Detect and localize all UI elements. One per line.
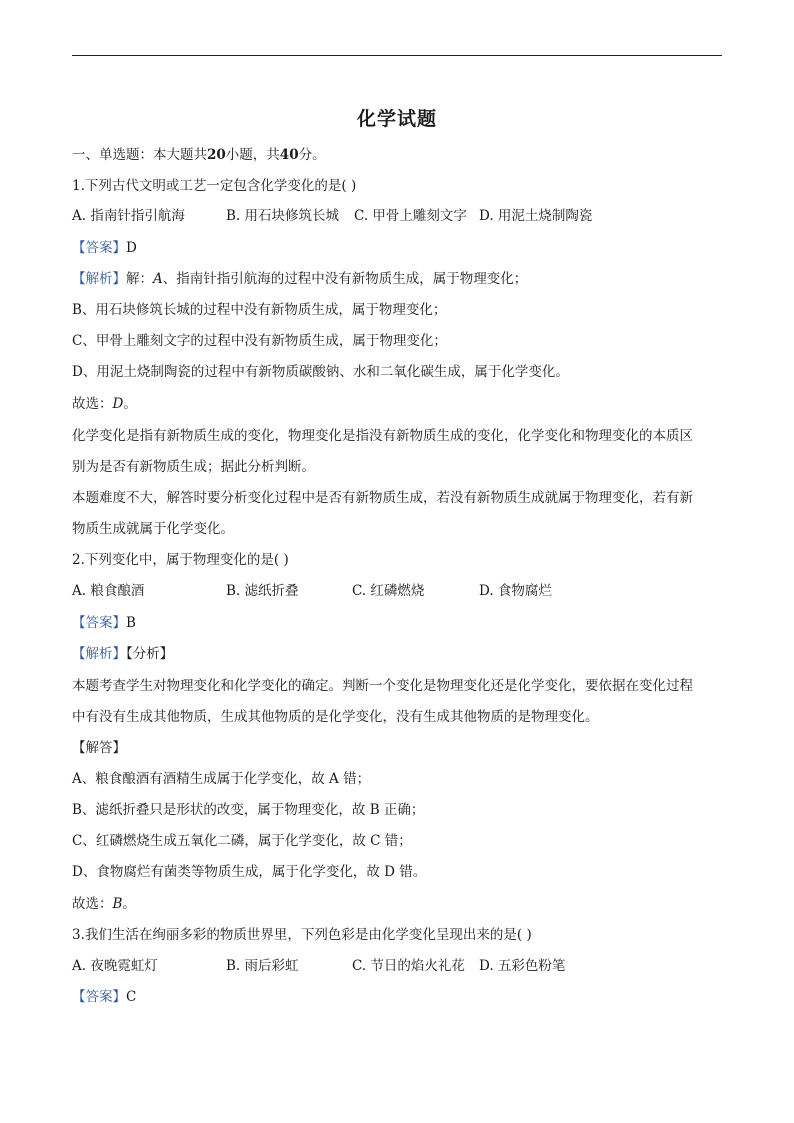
q1-note2-line2: 物质生成就属于化学变化。 — [72, 521, 234, 537]
q1-explanation-b: B、用石块修筑长城的过程中没有新物质生成，属于物理变化； — [72, 302, 447, 318]
q2-option-a: A. 粮食酿酒 — [72, 583, 145, 599]
q3-option-a: A. 夜晚霓虹灯 — [72, 958, 158, 974]
section-prefix: 一、单选题：本大题共 — [72, 147, 207, 163]
q1-option-c: C. 甲骨上雕刻文字 — [354, 208, 467, 224]
q1-exp-letter: A — [153, 271, 163, 287]
section-header — [72, 146, 326, 164]
q2-option-d: D. 食物腐烂 — [479, 583, 552, 599]
q3-options — [72, 957, 722, 975]
q1-choose-prefix: 故选： — [72, 396, 113, 412]
q2-jieda-c: C、红磷燃烧生成五氧化二磷，属于化学变化，故 C 错； — [72, 833, 412, 849]
section-mid: 小题，共 — [225, 147, 280, 163]
q1-exp-a-rest: 、指南针指引航海的过程中没有新物质生成，属于物理变化； — [162, 271, 528, 287]
q1-stem: 1.下列古代文明或工艺一定包含化学变化的是( ) — [72, 178, 357, 194]
q2-analysis-header — [72, 645, 173, 663]
section-score: 40 — [279, 147, 299, 163]
q1-note2-line1: 本题难度不大，解答时要分析变化过程中是否有新物质生成，若没有新物质生成就属于物理变化，若有新 — [72, 490, 693, 506]
q1-note1-line2: 别为是否有新物质生成；据此分析判断。 — [72, 459, 315, 475]
q3-option-b: B. 雨后彩虹 — [226, 958, 299, 974]
q2-choose — [72, 895, 136, 913]
analysis-tag: 【解析】 — [72, 271, 126, 287]
q1-answer — [72, 239, 137, 257]
section-suffix: 分。 — [298, 147, 326, 163]
q1-explanation-d: D、用泥土烧制陶瓷的过程中有新物质碳酸钠、水和二氧化碳生成，属于化学变化。 — [72, 364, 569, 380]
q2-jieda-b: B、滤纸折叠只是形状的改变，属于物理变化，故 B 正确； — [72, 802, 425, 818]
q1-option-d: D. 用泥土烧制陶瓷 — [479, 208, 593, 224]
q2-fenxi-line1: 本题考查学生对物理变化和化学变化的确定。判断一个变化是物理变化还是化学变化，要依据在变化过程 — [72, 678, 693, 694]
q1-choose-letter: D — [112, 396, 124, 412]
fenxi-tag: 【分析】 — [126, 646, 174, 662]
q1-choose-suffix: 。 — [123, 396, 137, 412]
q3-stem: 3.我们生活在绚丽多彩的物质世界里，下列色彩是由化学变化呈现出来的是( ) — [72, 927, 532, 943]
q2-choose-prefix: 故选： — [72, 896, 113, 912]
q1-answer-value: D — [126, 240, 137, 256]
answer-tag: 【答案】 — [72, 240, 126, 256]
q1-explanation-a — [72, 270, 527, 288]
q3-option-d: D. 五彩色粉笔 — [479, 958, 566, 974]
q3-answer-value: C — [126, 989, 137, 1005]
q2-option-c: C. 红磷燃烧 — [352, 583, 425, 599]
page-title: 化学试题 — [356, 108, 437, 130]
q2-choose-letter: B — [112, 896, 123, 912]
q2-option-b: B. 滤纸折叠 — [226, 583, 299, 599]
q2-stem: 2.下列变化中，属于物理变化的是( ) — [72, 552, 289, 568]
answer-tag: 【答案】 — [72, 615, 126, 631]
answer-tag: 【答案】 — [72, 989, 126, 1005]
section-count: 20 — [207, 147, 226, 163]
q2-answer-value: B — [126, 615, 136, 631]
q2-answer — [72, 614, 136, 632]
q1-exp-head: 解： — [126, 271, 153, 287]
q1-explanation-c: C、甲骨上雕刻文字的过程中没有新物质生成，属于物理变化； — [72, 333, 447, 349]
q2-jieda-d: D、食物腐烂有菌类等物质生成，属于化学变化，故 D 错。 — [72, 864, 427, 880]
q1-option-a: A. 指南针指引航海 — [72, 208, 185, 224]
q3-answer — [72, 988, 136, 1006]
q1-note1-line1: 化学变化是指有新物质生成的变化，物理变化是指没有新物质生成的变化，化学变化和物理变化的本质区 — [72, 428, 693, 444]
q1-options — [72, 207, 722, 225]
q1-option-b: B. 用石块修筑长城 — [226, 208, 340, 224]
q3-option-c: C. 节日的焰火礼花 — [352, 958, 465, 974]
q2-choose-suffix: 。 — [122, 896, 136, 912]
q2-fenxi-line2: 中有没有生成其他物质，生成其他物质的是化学变化，没有生成其他物质的是物理变化。 — [72, 709, 599, 725]
header-rule — [72, 55, 722, 56]
analysis-tag: 【解析】 — [72, 646, 126, 662]
q2-jieda-tag: 【解答】 — [72, 740, 126, 756]
q2-options — [72, 582, 722, 600]
q1-choose — [72, 395, 137, 413]
q2-jieda-a: A、粮食酿酒有酒精生成属于化学变化，故 A 错； — [72, 771, 371, 787]
